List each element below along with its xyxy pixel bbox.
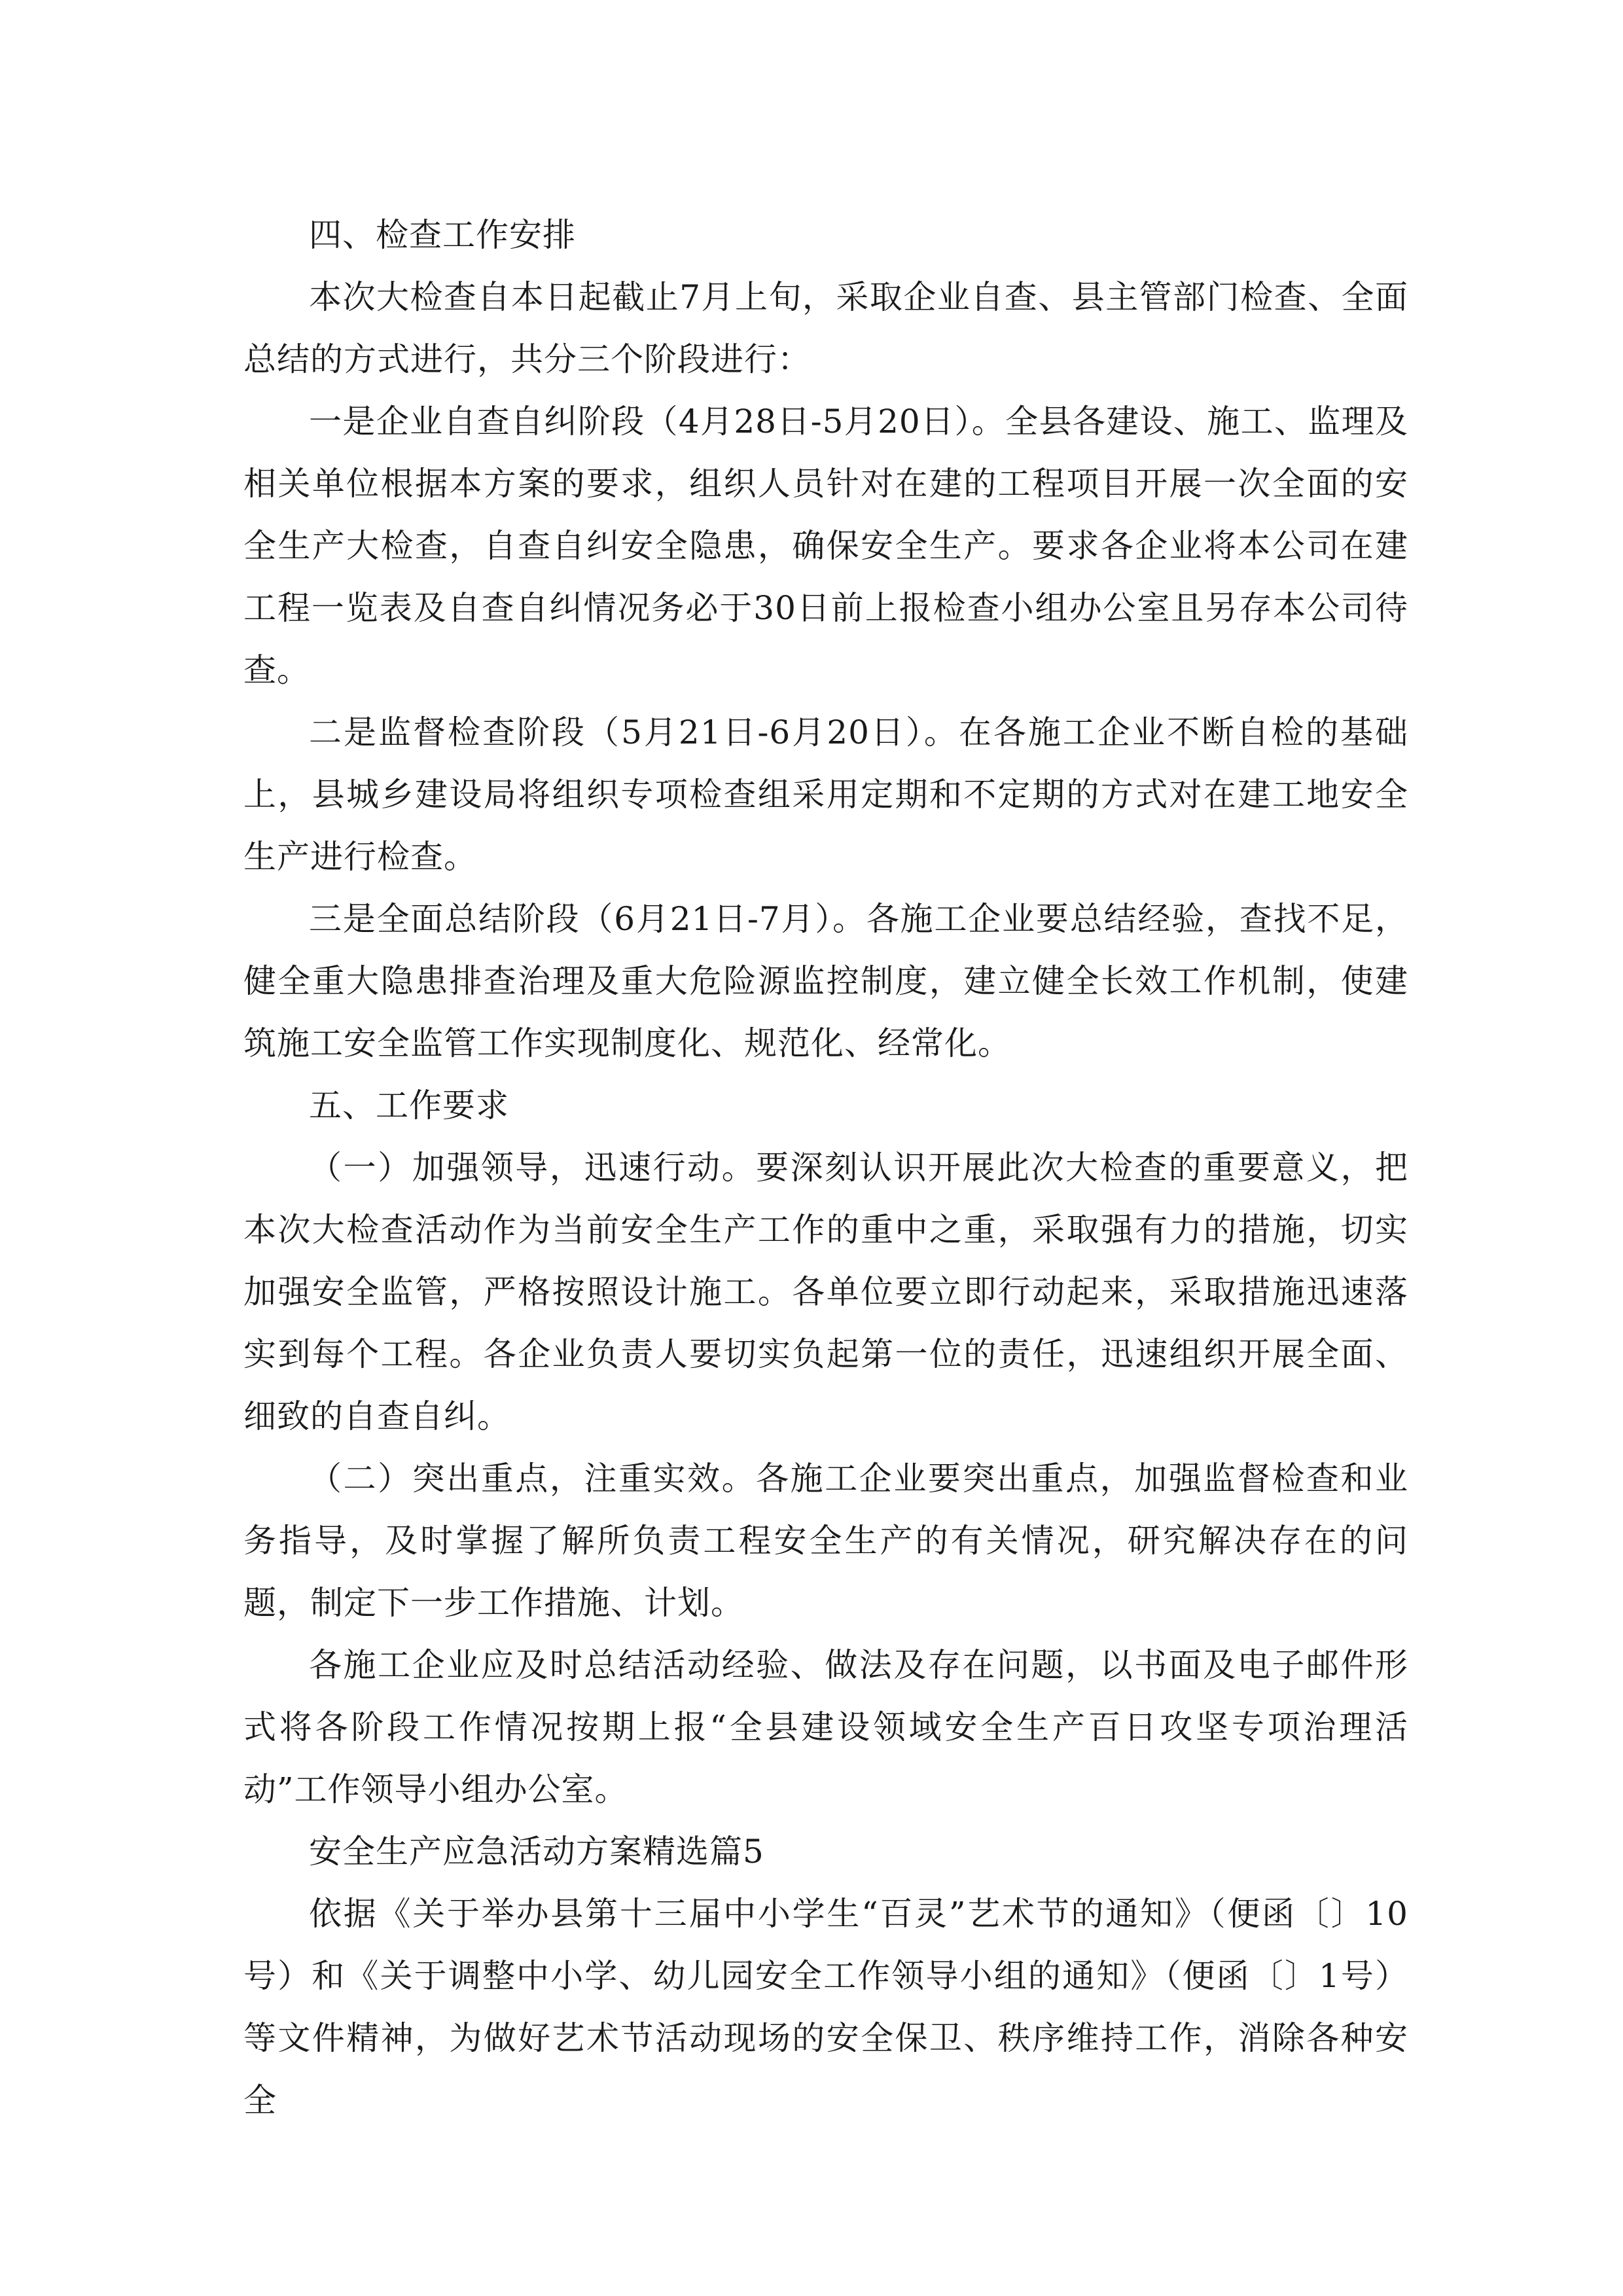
paragraph-stage-supervision: 二是监督检查阶段（5月21日-6月20日）。在各施工企业不断自检的基础上，县城乡建设局将组织专项检查组采用定期和不定期的方式对在建工地安全生产进行检查。: [243, 713, 1408, 876]
paragraph-plan-5-intro: 依据《关于举办县第十三届中小学生“百灵”艺术节的通知》（便函〔〕10号）和《关于调整中小学、幼儿园安全工作领导小组的通知》（便函〔〕1号）等文件精神，为做好艺术节活动现场的安全保卫、秩序维持工作，消除各种安全: [243, 1895, 1408, 2119]
paragraph-stage-self-inspection: 一是企业自查自纠阶段（4月28日-5月20日）。全县各建设、施工、监理及相关单位根据本方案的要求，组织人员针对在建的工程项目开展一次全面的安全生产大检查，自查自纠安全隐患，确保安全生产。要求各企业将本公司在建工程一览表及自查自纠情况务必于30日前上报检查小组办公室且另存本公司待查。: [243, 403, 1408, 689]
paragraph-inspection-overview: 本次大检查自本日起截止7月上旬，采取企业自查、县主管部门检查、全面总结的方式进行，共分三个阶段进行：: [243, 278, 1408, 378]
paragraph-requirement-focus: （二）突出重点，注重实效。各施工企业要突出重点，加强监督检查和业务指导，及时掌握了解所负责工程安全生产的有关情况，研究解决存在的问题，制定下一步工作措施、计划。: [243, 1460, 1408, 1622]
section-heading-work-requirements: 五、工作要求: [309, 1086, 509, 1124]
section-heading-inspection-schedule: 四、检查工作安排: [309, 216, 576, 254]
paragraph-stage-summary: 三是全面总结阶段（6月21日-7月）。各施工企业要总结经验，查找不足，健全重大隐患排查治理及重大危险源监控制度，建立健全长效工作机制，使建筑施工安全监管工作实现制度化、规范化、经常化。: [243, 900, 1408, 1062]
document-body: [243, 204, 1408, 2132]
paragraph-requirement-leadership: （一）加强领导，迅速行动。要深刻认识开展此次大检查的重要意义，把本次大检查活动作为当前安全生产工作的重中之重，采取强有力的措施，切实加强安全监管，严格按照设计施工。各单位要立即行动起来，采取措施迅速落实到每个工程。各企业负责人要切实负起第一位的责任，迅速组织开展全面、细致的自查自纠。: [243, 1149, 1408, 1435]
paragraph-reporting: 各施工企业应及时总结活动经验、做法及存在问题，以书面及电子邮件形式将各阶段工作情况按期上报“全县建设领域安全生产百日攻坚专项治理活动”工作领导小组办公室。: [243, 1646, 1408, 1808]
article-title-plan-5: 安全生产应急活动方案精选篇5: [309, 1833, 764, 1871]
